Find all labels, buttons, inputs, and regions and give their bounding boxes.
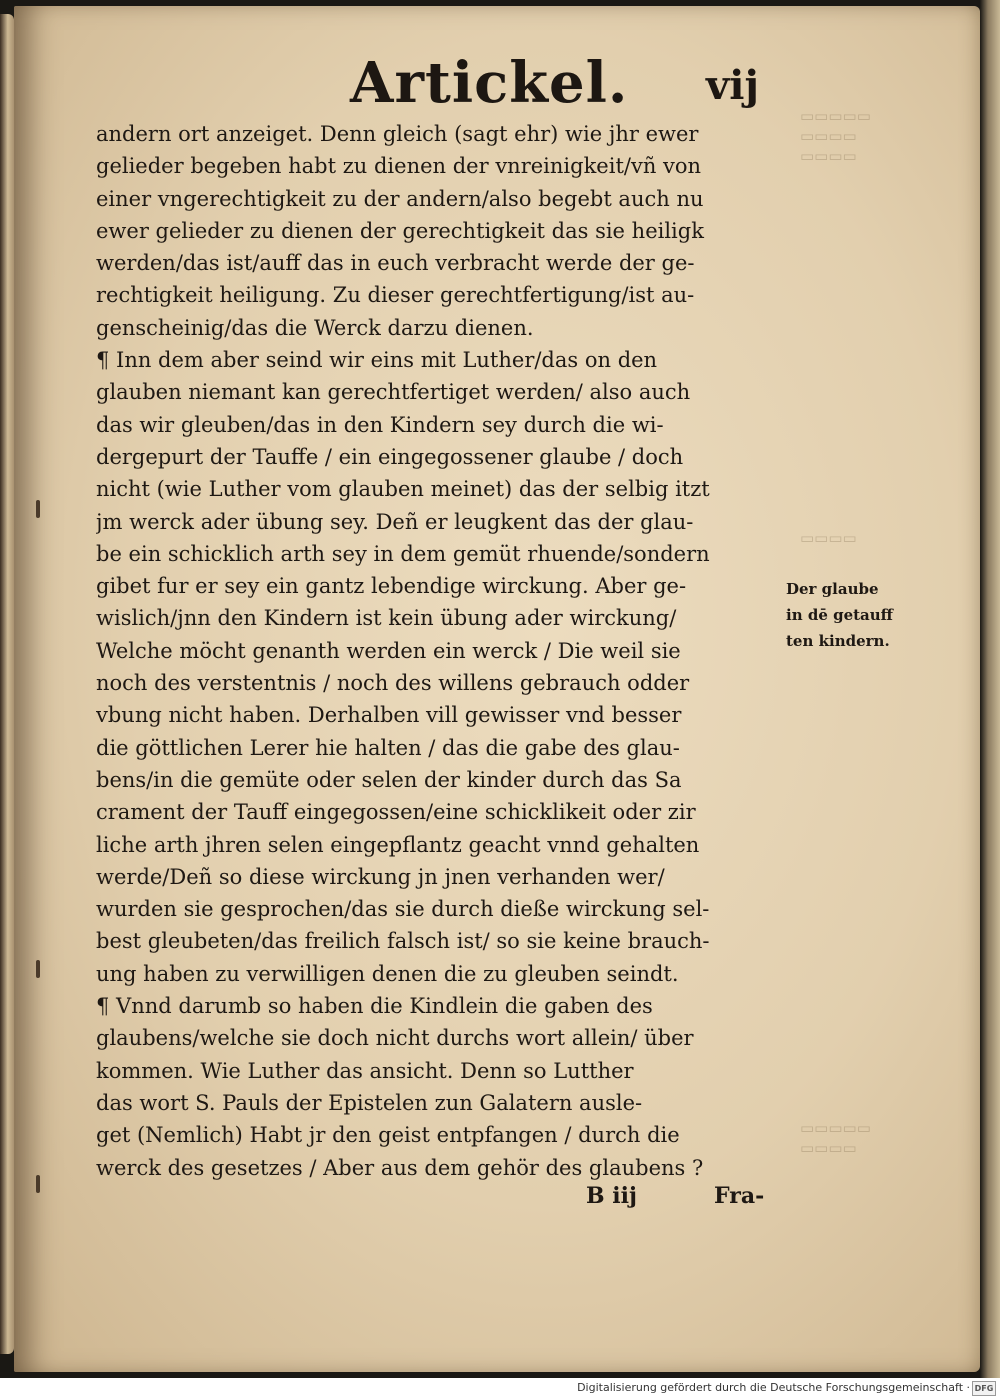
text-line: die göttlichen Lerer hie halten / das die gabe des glau- — [96, 735, 680, 760]
text-line: werde/Deñ so diese wirckung jn jnen verhanden wer/ — [96, 864, 665, 889]
footer-bar — [0, 1378, 1000, 1398]
text-line: rechtigkeit heiligung. Zu dieser gerechtfertigung/ist au- — [96, 283, 695, 308]
text-line: genscheinig/das die Werck darzu dienen. — [96, 315, 534, 340]
text-line: ung haben zu verwilligen denen die zu gleuben seindt. — [96, 961, 679, 986]
marginal-note-line: Der glaube — [786, 580, 879, 598]
text-line: wislich/jnn den Kindern ist kein übung ader wirckung/ — [96, 606, 677, 631]
text-line: werden/das ist/auff das in euch verbracht werde der ge- — [96, 251, 695, 276]
marginal-note-line: in dē getauff — [786, 606, 893, 624]
text-line: nicht (wie Luther vom glauben meinet) das der selbig itzt — [96, 477, 710, 502]
previous-page-edge — [0, 14, 14, 1354]
text-line: kommen. Wie Luther das ansicht. Denn so Lutther — [96, 1058, 634, 1083]
text-line: jm werck ader übung sey. Deñ er leugkent das der glau- — [96, 509, 694, 534]
text-line: einer vngerechtigkeit zu der andern/also begebt auch nu — [96, 186, 704, 211]
text-line: ¶ Vnnd darumb so haben die Kindlein die gaben des — [96, 994, 653, 1019]
marginal-note-line: ten kindern. — [786, 632, 890, 650]
text-line: best gleubeten/das freilich falsch ist/ so sie keine brauch- — [96, 929, 710, 954]
text-line: werck des gesetzes / Aber aus dem gehör des glaubens ? — [96, 1155, 704, 1180]
text-line: das wort S. Pauls der Epistelen zun Galatern ausle- — [96, 1090, 643, 1115]
page-block-edge — [980, 0, 1000, 1378]
footer-credit: Digitalisierung gefördert durch die Deutsche Forschungsgemeinschaft · — [577, 1381, 970, 1394]
main-text-block — [96, 118, 796, 1184]
gutter-mark — [36, 960, 40, 978]
gutter-mark — [36, 1175, 40, 1193]
text-line: glauben niemant kan gerechtfertiget werden/ also auch — [96, 380, 691, 405]
text-line: gibet fur er sey ein gantz lebendige wirckung. Aber ge- — [96, 574, 687, 599]
dfg-logo: DFG — [972, 1381, 996, 1396]
text-line: wurden sie gesprochen/das sie durch dieße wirckung sel- — [96, 897, 710, 922]
bleed-through-text: ▭▭▭▭▭ ▭▭▭▭ — [800, 1119, 871, 1157]
marginal-note — [786, 576, 926, 654]
catchword: Fra- — [714, 1183, 765, 1209]
text-line: glaubens/welche sie doch nicht durchs wort allein/ über — [96, 1026, 694, 1051]
bleed-through-text: ▭▭▭▭ — [800, 529, 857, 547]
text-line: Welche möcht genanth werden ein werck / Die weil sie — [96, 638, 681, 663]
text-line: crament der Tauff eingegossen/eine schicklikeit oder zir — [96, 800, 696, 825]
text-line: ewer gelieder zu dienen der gerechtigkeit das sie heiligk — [96, 218, 704, 243]
text-line: bens/in die gemüte oder selen der kinder durch das Sa — [96, 767, 682, 792]
folio-number: vij — [706, 62, 759, 109]
text-line: dergepurt der Tauffe / ein eingegossener glaube / doch — [96, 444, 684, 469]
text-line: das wir gleuben/das in den Kindern sey durch die wi- — [96, 412, 664, 437]
text-line: be ein schicklich arth sey in dem gemüt rhuende/sondern — [96, 541, 710, 566]
bleed-through-text: ▭▭▭▭▭ ▭▭▭▭ ▭▭▭▭ — [800, 107, 871, 165]
text-line: noch des verstentnis / noch des willens gebrauch odder — [96, 671, 690, 696]
text-line: liche arth jhren selen eingepflantz geacht vnnd gehalten — [96, 832, 700, 857]
signature-mark: B iij — [586, 1183, 637, 1209]
text-line: ¶ Inn dem aber seind wir eins mit Luther/das on den — [96, 348, 658, 373]
text-line: get (Nemlich) Habt jr den geist entpfangen / durch die — [96, 1123, 680, 1148]
text-line: gelieder begeben habt zu dienen der vnreinigkeit/vñ von — [96, 154, 702, 179]
text-line: vbung nicht haben. Derhalben vill gewisser vnd besser — [96, 703, 682, 728]
text-line: andern ort anzeiget. Denn gleich (sagt ehr) wie jhr ewer — [96, 122, 699, 146]
running-title: Artickel. — [350, 50, 629, 116]
gutter-mark — [36, 500, 40, 518]
